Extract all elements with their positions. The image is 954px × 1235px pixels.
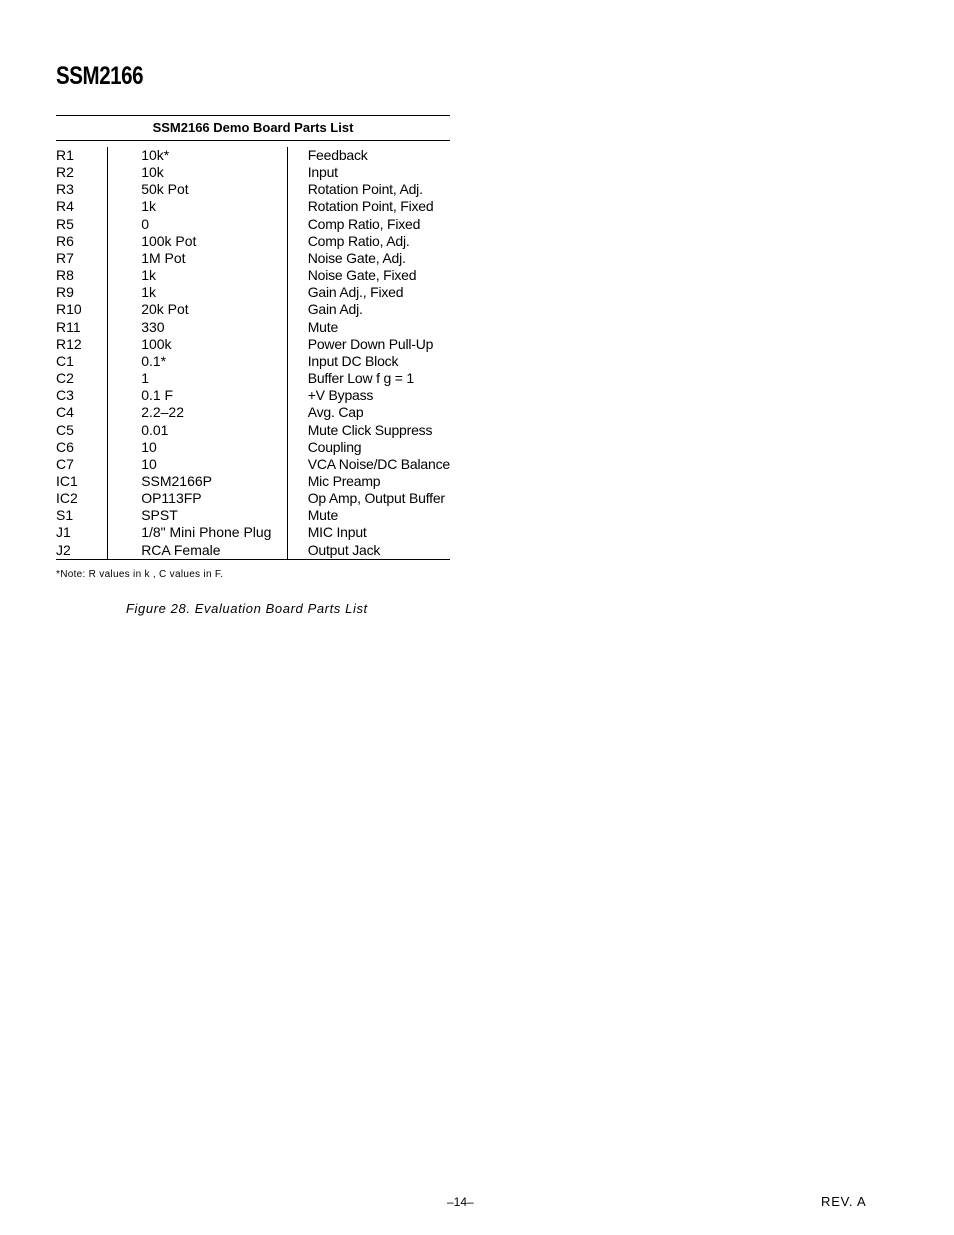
table-row — [56, 353, 450, 370]
part-function-cell: Rotation Point, Adj. — [307, 181, 423, 198]
parts-table-body — [56, 147, 450, 559]
part-value-cell: 1M Pot — [108, 250, 288, 267]
part-ref-cell: R7 — [56, 249, 74, 266]
table-row — [56, 319, 450, 336]
revision-label: REV. A — [821, 1194, 867, 1209]
part-function-cell: VCA Noise/DC Balance — [307, 455, 450, 472]
table-row — [56, 250, 450, 267]
part-value-cell: 0.01 — [108, 422, 288, 439]
part-ref-cell: IC2 — [56, 490, 78, 507]
table-row — [56, 370, 450, 387]
part-value-cell: 1k — [108, 284, 288, 301]
part-ref-cell: C1 — [56, 352, 74, 369]
part-function-cell: Gain Adj., Fixed — [307, 284, 404, 301]
page-number: –14– — [447, 1195, 474, 1209]
part-ref-cell: J1 — [56, 524, 71, 541]
part-function-cell: Input DC Block — [307, 352, 399, 369]
part-value-cell: 0 — [108, 216, 288, 233]
part-value-cell: SPST — [108, 507, 288, 524]
part-ref-cell: C2 — [56, 370, 74, 387]
part-value-cell: 1k — [108, 198, 288, 215]
table-row — [56, 336, 450, 353]
part-function-cell: Feedback — [307, 147, 368, 163]
part-value-cell: 10k — [108, 164, 288, 181]
part-ref-cell: R9 — [56, 284, 74, 301]
part-function-cell: Noise Gate, Adj. — [307, 249, 406, 266]
part-ref-cell: J2 — [56, 541, 71, 558]
part-value-cell: 1 — [108, 370, 288, 387]
part-value-cell: 2.2–22 — [108, 404, 288, 421]
table-row — [56, 233, 450, 250]
part-function-cell: Avg. Cap — [307, 404, 364, 421]
part-function-cell: Comp Ratio, Adj. — [307, 232, 410, 249]
table-row — [56, 164, 450, 181]
part-function-cell: Mute Click Suppress — [307, 421, 433, 438]
part-value-cell: 100k — [108, 336, 288, 353]
part-ref-cell: R8 — [56, 267, 74, 284]
part-ref-cell: R11 — [56, 318, 81, 335]
table-row — [56, 198, 450, 215]
part-ref-cell: C6 — [56, 438, 74, 455]
part-value-cell: RCA Female — [108, 542, 288, 559]
table-row — [56, 387, 450, 404]
part-function-cell: Output Jack — [307, 541, 381, 558]
part-function-cell: Noise Gate, Fixed — [307, 267, 417, 284]
table-row — [56, 542, 450, 559]
part-ref-cell: R6 — [56, 232, 74, 249]
part-ref-cell: C3 — [56, 387, 74, 404]
part-function-cell: Input — [307, 164, 338, 181]
part-value-cell: 10k* — [108, 147, 288, 164]
part-value-cell: 0.1 F — [108, 387, 288, 404]
part-function-cell: +V Bypass — [307, 387, 374, 404]
part-function-cell: Mute — [307, 507, 339, 524]
part-value-cell: 330 — [108, 319, 288, 336]
part-value-cell: OP113FP — [108, 490, 288, 507]
table-row — [56, 422, 450, 439]
part-ref-cell: IC1 — [56, 472, 78, 489]
part-value-cell: 50k Pot — [108, 181, 288, 198]
part-function-cell: Coupling — [307, 438, 362, 455]
parts-list-table — [56, 115, 450, 560]
part-ref-cell: C5 — [56, 421, 74, 438]
table-row — [56, 524, 450, 541]
part-ref-cell: C4 — [56, 404, 74, 421]
part-function-cell: Power Down Pull-Up — [307, 335, 434, 352]
part-value-cell: 20k Pot — [108, 301, 288, 318]
table-row — [56, 216, 450, 233]
table-row — [56, 507, 450, 524]
part-ref-cell: R4 — [56, 198, 74, 215]
part-value-cell: 10 — [108, 439, 288, 456]
table-title: SSM2166 Demo Board Parts List — [56, 116, 450, 141]
part-value-cell: 0.1* — [108, 353, 288, 370]
part-value-cell: 1/8" Mini Phone Plug — [108, 524, 288, 541]
table-footnote: *Note: R values in k , C values in F. — [56, 569, 224, 580]
table-row — [56, 404, 450, 421]
table-row — [56, 456, 450, 473]
table-row — [56, 181, 450, 198]
part-ref-cell: R1 — [56, 147, 74, 163]
part-value-cell: SSM2166P — [108, 473, 288, 490]
part-ref-cell: R2 — [56, 164, 74, 181]
part-function-cell: Gain Adj. — [307, 301, 363, 318]
table-bottom-rule — [56, 559, 450, 560]
part-ref-cell: R3 — [56, 181, 74, 198]
part-value-cell: 100k Pot — [108, 233, 288, 250]
table-row — [56, 267, 450, 284]
page-header-title: SSM2166 — [56, 62, 144, 90]
table-row — [56, 301, 450, 318]
part-value-cell: 10 — [108, 456, 288, 473]
part-function-cell: MIC Input — [307, 524, 367, 541]
table-row — [56, 490, 450, 507]
figure-caption: Figure 28. Evaluation Board Parts List — [126, 601, 368, 616]
table-row — [56, 284, 450, 301]
table-row — [56, 439, 450, 456]
part-ref-cell: S1 — [56, 507, 74, 524]
part-function-cell: Op Amp, Output Buffer — [307, 490, 445, 507]
part-function-cell: Buffer Low f g = 1 — [307, 370, 414, 387]
part-function-cell: Mute — [307, 318, 339, 335]
part-ref-cell: R5 — [56, 215, 74, 232]
part-function-cell: Rotation Point, Fixed — [307, 198, 434, 215]
part-ref-cell: R10 — [56, 301, 82, 318]
table-row — [56, 473, 450, 490]
part-value-cell: 1k — [108, 267, 288, 284]
part-ref-cell: R12 — [56, 335, 82, 352]
part-function-cell: Comp Ratio, Fixed — [307, 215, 421, 232]
part-ref-cell: C7 — [56, 455, 74, 472]
table-row — [56, 147, 450, 164]
part-function-cell: Mic Preamp — [307, 472, 381, 489]
